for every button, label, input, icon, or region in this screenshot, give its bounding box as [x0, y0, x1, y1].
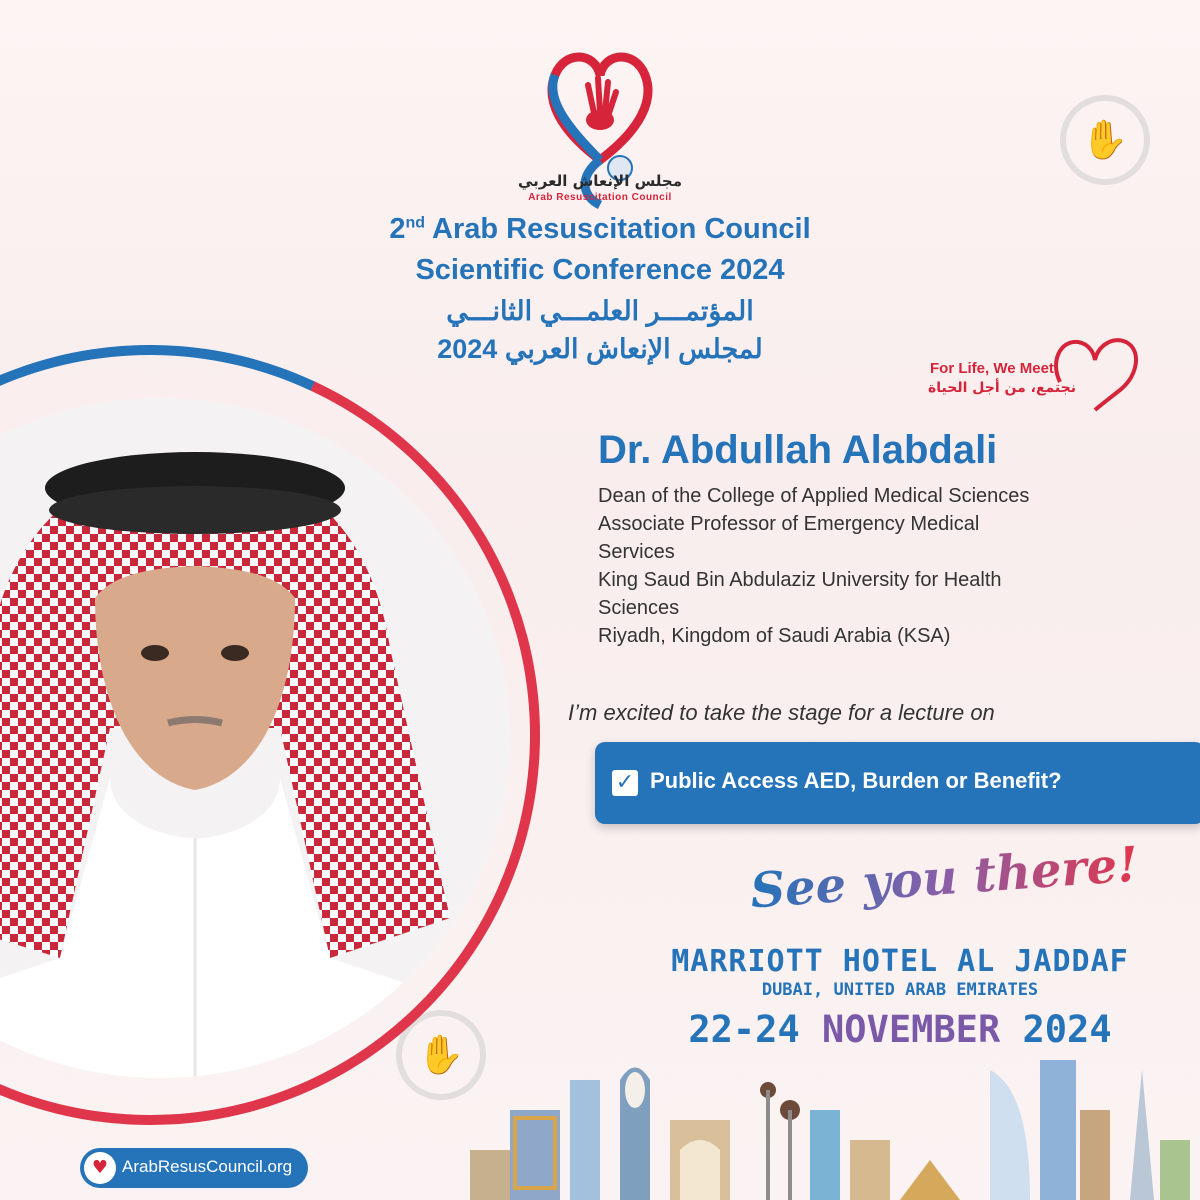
conference-title-line1: 2nd Arab Resuscitation Council	[389, 213, 811, 245]
lecture-topic: Public Access AED, Burden or Benefit?	[650, 768, 1062, 793]
see-you-tagline: See you there!	[748, 836, 1140, 920]
conference-title-arabic-line1: المؤتمـــر العلمـــي الثانـــي	[446, 296, 754, 326]
event-dates: 22-24 NOVEMBER 2024	[688, 1008, 1112, 1051]
speaker-title-line: Dean of the College of Applied Medical Sciences	[598, 485, 1030, 507]
logo-name-english: Arab Resuscitation Council	[528, 192, 672, 203]
speaker-title-line: Services	[598, 541, 675, 563]
lecture-intro: I’m excited to take the stage for a lecture on	[568, 700, 995, 725]
conference-title-arabic-line2: لمجلس الإنعاش العربي 2024	[437, 334, 763, 364]
speaker-name: Dr. Abdullah Alabdali	[598, 428, 998, 472]
arab-skyline-illustration	[430, 1050, 1200, 1200]
heart-outline-icon	[1050, 332, 1140, 412]
speaker-affiliation-line: Sciences	[598, 597, 680, 619]
speaker-affiliation-line: King Saud Bin Abdulaziz University for Health	[598, 569, 1002, 591]
speaker-location-line: Riyadh, Kingdom of Saudi Arabia (KSA)	[598, 625, 951, 647]
website-link[interactable]: ArabResusCouncil.org	[122, 1157, 293, 1176]
logo-name-arabic: مجلس الإنعاش العربي	[518, 172, 682, 190]
slogan-arabic: نجتمع، من أجل الحياة	[928, 380, 1076, 396]
council-logo-icon: ♥	[84, 1152, 116, 1184]
hand-watermark-icon: ✋	[1060, 95, 1150, 185]
conference-title-line2: Scientific Conference 2024	[415, 254, 785, 286]
speaker-title-line: Associate Professor of Emergency Medical	[598, 513, 980, 535]
slogan-english: For Life, We Meet	[930, 360, 1054, 377]
event-location: DUBAI, UNITED ARAB EMIRATES	[761, 980, 1039, 1000]
checkmark-icon: ✓	[612, 770, 638, 796]
hand-watermark-icon: ✋	[396, 1010, 486, 1100]
event-venue: MARRIOTT HOTEL AL JADDAF	[671, 944, 1129, 979]
